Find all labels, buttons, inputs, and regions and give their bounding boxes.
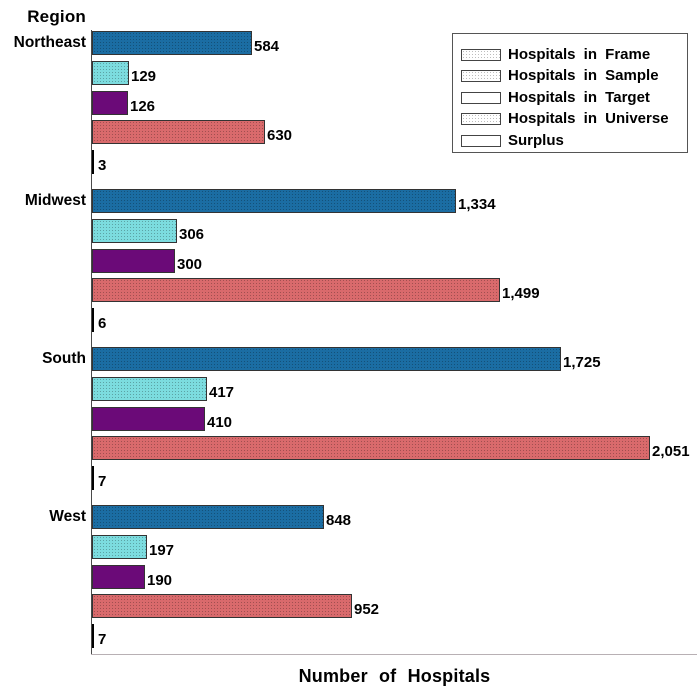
bar-value-label-northeast-hospitals-in-universe: 630: [267, 127, 293, 144]
bar-surplus-south: [92, 466, 94, 490]
bar-hospitals-in-frame-northeast: [92, 31, 252, 55]
legend-label-frame: Hospitals in Frame: [508, 45, 651, 63]
bar-hospitals-in-universe-midwest: [92, 278, 500, 302]
bar-hospitals-in-frame-midwest: [92, 189, 456, 213]
bar-value-label-west-surplus: 7: [98, 631, 107, 648]
bar-value-label-midwest-hospitals-in-target: 300: [177, 256, 203, 273]
legend-swatch-target-icon: [461, 92, 501, 104]
legend-swatch-frame-icon: [461, 49, 501, 61]
x-axis-line: [91, 654, 697, 655]
bar-hospitals-in-sample-midwest: [92, 219, 177, 243]
bar-value-label-midwest-hospitals-in-sample: 306: [179, 226, 205, 243]
legend-item-target: [461, 87, 687, 109]
bar-value-label-west-hospitals-in-sample: 197: [149, 542, 175, 559]
bar-hospitals-in-target-midwest: [92, 249, 175, 273]
bar-value-label-midwest-hospitals-in-universe: 1,499: [502, 285, 540, 302]
bar-value-label-south-surplus: 7: [98, 473, 107, 490]
legend-swatch-universe-icon: [461, 113, 501, 125]
bar-value-label-south-hospitals-in-universe: 2,051: [652, 443, 690, 460]
bar-value-label-northeast-hospitals-in-sample: 129: [131, 68, 157, 85]
legend-swatch-sample-icon: [461, 70, 501, 82]
bar-value-label-west-hospitals-in-frame: 848: [326, 512, 352, 529]
bar-surplus-west: [92, 624, 94, 648]
y-tick-label-west: West: [49, 508, 86, 525]
bar-hospitals-in-universe-northeast: [92, 120, 265, 144]
legend-label-sample: Hospitals in Sample: [508, 67, 659, 85]
legend-label-target: Hospitals in Target: [508, 88, 650, 106]
bar-hospitals-in-frame-south: [92, 347, 561, 371]
y-axis-title: Region: [27, 7, 86, 26]
bar-value-label-northeast-hospitals-in-frame: 584: [254, 38, 280, 55]
legend-item-surplus: [461, 130, 687, 152]
legend-swatch-surplus-icon: [461, 135, 501, 147]
legend-label-surplus: Surplus: [508, 131, 564, 149]
bar-hospitals-in-universe-west: [92, 594, 352, 618]
y-tick-label-south: South: [42, 350, 86, 367]
y-tick-label-midwest: Midwest: [24, 192, 86, 209]
bar-hospitals-in-frame-west: [92, 505, 324, 529]
bar-hospitals-in-sample-west: [92, 535, 147, 559]
bar-hospitals-in-target-west: [92, 565, 145, 589]
legend-item-sample: [461, 66, 687, 88]
bar-hospitals-in-sample-south: [92, 377, 207, 401]
bar-value-label-south-hospitals-in-target: 410: [207, 414, 233, 431]
bar-hospitals-in-target-northeast: [92, 91, 128, 115]
legend-item-universe: [461, 109, 687, 131]
legend-item-frame: [461, 44, 687, 66]
bar-value-label-south-hospitals-in-frame: 1,725: [563, 354, 601, 371]
bar-value-label-midwest-hospitals-in-frame: 1,334: [458, 196, 496, 213]
bar-value-label-west-hospitals-in-universe: 952: [354, 601, 380, 618]
bar-value-label-northeast-hospitals-in-target: 126: [130, 98, 156, 115]
legend-box: [452, 33, 688, 153]
bar-value-label-northeast-surplus: 3: [98, 157, 107, 174]
bar-hospitals-in-sample-northeast: [92, 61, 129, 85]
bar-value-label-south-hospitals-in-sample: 417: [209, 384, 235, 401]
bar-hospitals-in-universe-south: [92, 436, 650, 460]
bar-surplus-midwest: [92, 308, 94, 332]
bar-surplus-northeast: [92, 150, 94, 174]
legend-label-universe: Hospitals in Universe: [508, 110, 669, 128]
x-axis-title: Number of Hospitals: [298, 666, 491, 686]
bar-hospitals-in-target-south: [92, 407, 205, 431]
bar-value-label-west-hospitals-in-target: 190: [147, 572, 173, 589]
bar-value-label-midwest-surplus: 6: [98, 315, 107, 332]
y-tick-label-northeast: Northeast: [13, 34, 86, 51]
